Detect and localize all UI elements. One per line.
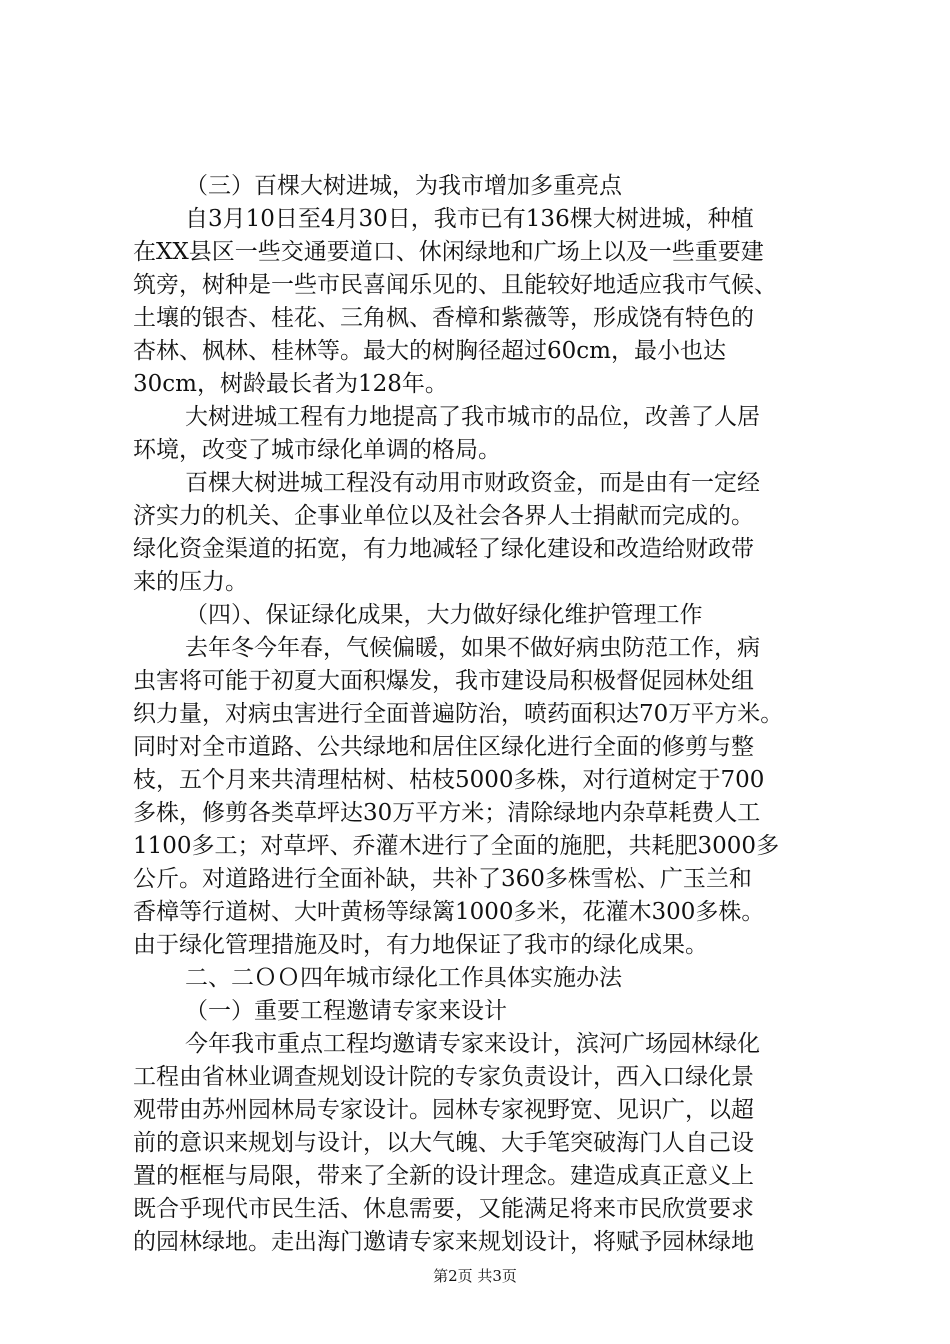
paragraph-line: 的园林绿地。走出海门邀请专家来规划设计，将赋予园林绿地 [133, 1229, 754, 1255]
paragraph-line: 织力量，对病虫害进行全面普遍防治，喷药面积达70万平方米。 [133, 701, 784, 727]
paragraph-line: 观带由苏州园林局专家设计。园林专家视野宽、见识广，以超 [133, 1097, 754, 1123]
paragraph-line: 同时对全市道路、公共绿地和居住区绿化进行全面的修剪与整 [133, 734, 754, 760]
paragraph-line: 百棵大树进城工程没有动用市财政资金，而是由有一定经 [185, 470, 760, 496]
section-heading-1: （一）重要工程邀请专家来设计 [185, 998, 507, 1024]
paragraph-line: 工程由省林业调查规划设计院的专家负责设计，西入口绿化景 [133, 1064, 754, 1090]
document-body [133, 170, 853, 1259]
paragraph-line: 置的框框与局限，带来了全新的设计理念。建造成真正意义上 [133, 1163, 754, 1189]
paragraph-line: 在XX县区一些交通要道口、休闲绿地和广场上以及一些重要建 [133, 239, 764, 265]
paragraph-line: 香樟等行道树、大叶黄杨等绿篱1000多米，花灌木300多株。 [133, 899, 765, 925]
paragraph-line: 1100多工；对草坪、乔灌木进行了全面的施肥，共耗肥3000多 [133, 833, 780, 859]
paragraph-line: 由于绿化管理措施及时，有力地保证了我市的绿化成果。 [133, 932, 708, 958]
paragraph-line: 筑旁，树种是一些市民喜闻乐见的、且能较好地适应我市气候、 [133, 272, 777, 298]
paragraph-line: 环境，改变了城市绿化单调的格局。 [133, 437, 501, 463]
paragraph-line: 绿化资金渠道的拓宽，有力地减轻了绿化建设和改造给财政带 [133, 536, 754, 562]
section-heading-3: （三）百棵大树进城，为我市增加多重亮点 [185, 173, 622, 199]
section-heading-4: （四）、保证绿化成果，大力做好绿化维护管理工作 [185, 602, 703, 628]
paragraph-line: 自3月10日至4月30日，我市已有136棵大树进城，种植 [185, 206, 754, 232]
paragraph-line: 来的压力。 [133, 569, 248, 595]
paragraph-line: 既合乎现代市民生活、休息需要，又能满足将来市民欣赏要求 [133, 1196, 754, 1222]
paragraph-line: 虫害将可能于初夏大面积爆发，我市建设局积极督促园林处组 [133, 668, 754, 694]
paragraph-line: 公斤。对道路进行全面补缺，共补了360多株雪松、广玉兰和 [133, 866, 752, 892]
paragraph-line: 杏林、枫林、桂林等。最大的树胸径超过60cm，最小也达 [133, 338, 726, 364]
paragraph-line: 今年我市重点工程均邀请专家来设计，滨河广场园林绿化 [185, 1031, 760, 1057]
paragraph-line: 前的意识来规划与设计，以大气魄、大手笔突破海门人自己设 [133, 1130, 754, 1156]
section-heading-part-2: 二、二ＯＯ四年城市绿化工作具体实施办法 [185, 965, 622, 991]
paragraph-line: 济实力的机关、企事业单位以及社会各界人士捐献而完成的。 [133, 503, 754, 529]
paragraph-line: 多株，修剪各类草坪达30万平方米；清除绿地内杂草耗费人工 [133, 800, 761, 826]
paragraph-line: 土壤的银杏、桂花、三角枫、香樟和紫薇等，形成饶有特色的 [133, 305, 754, 331]
paragraph-line: 枝，五个月来共清理枯树、枯枝5000多株，对行道树定于700 [133, 767, 765, 793]
paragraph-line: 大树进城工程有力地提高了我市城市的品位，改善了人居 [185, 404, 760, 430]
page-number-footer: 第2页 共3页 [433, 1267, 517, 1285]
paragraph-line: 30cm，树龄最长者为128年。 [133, 371, 448, 397]
paragraph-line: 去年冬今年春，气候偏暖，如果不做好病虫防范工作，病 [185, 635, 760, 661]
